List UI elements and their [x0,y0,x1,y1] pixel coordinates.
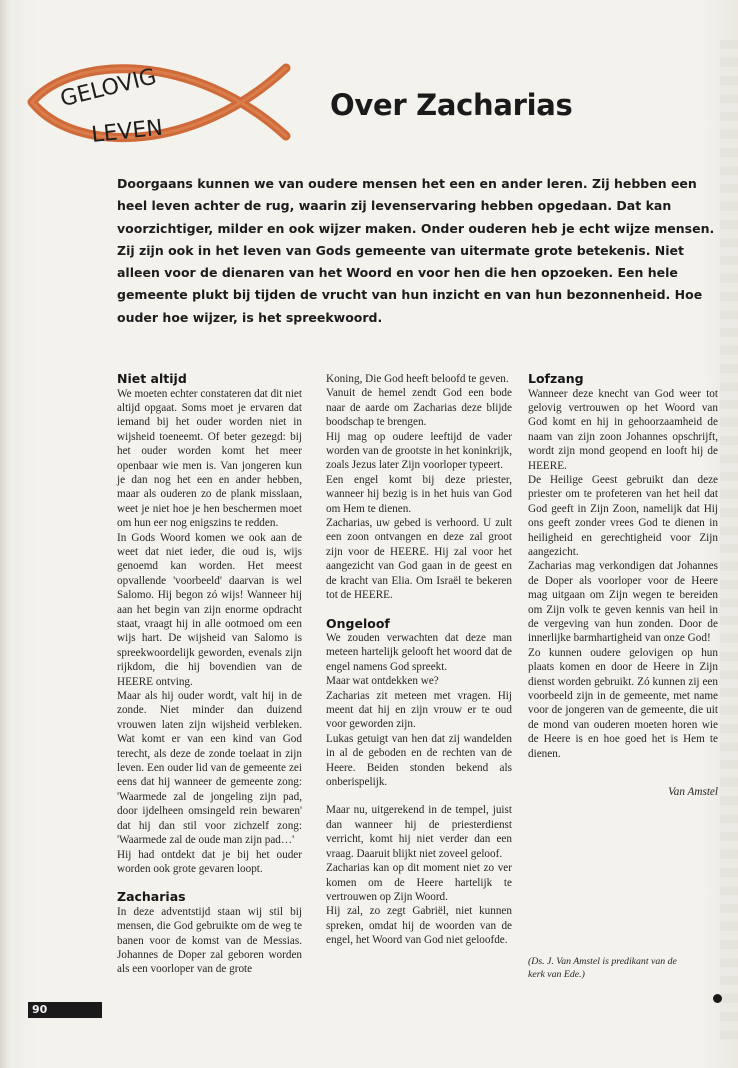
paragraph: Zacharias zit meteen met vragen. Hij meent dat hij en zijn vrouw er te oud voor geworden zijn. [326,689,512,731]
intro-paragraph: Doorgaans kunnen we van oudere mensen het een en ander leren. Zij hebben een heel leven achter de rug, waarin zij levenservaring hebben opgedaan. Dat kan voorzichtiger, milder en ook wijzer maken. Onder ouderen heb je echt wijze mensen. Zij zijn ook in het leven van Gods gemeente van uitermate grote betekenis. Niet alleen voor de dienaren van het Woord en voor hen die hen opzoeken. Een hele gemeente plukt bij tijden de vrucht van hun inzicht en van hun bezonnenheid. Hoe ouder hoe wijzer, is het spreekwoord. [117,176,715,325]
section-heading: Niet altijd [117,371,187,386]
section-heading: Zacharias [117,889,186,905]
paragraph: Vanuit de hemel zendt God een bode naar de aarde om Zacharias deze blijde boodschap te brengen. [326,387,512,429]
paragraph: Wanneer deze knecht van God weer tot gelovig vertrouwen op het Woord van God komt en hij in gehoorzaamheid de naam van zijn zoon Johannes opschrijft, wordt zijn mond geopend en looft hij de HEERE. [528,387,718,472]
column-1 [117,372,302,977]
author-signature: Van Amstel [668,786,718,799]
paragraph: Hij mag op oudere leeftijd de vader worden van de grootste in het koninkrijk, zoals Jezus later Zijn voorloper typeert. [326,430,512,472]
end-bullet-icon [713,994,722,1003]
paragraph: Maar nu, uitgerekend in de tempel, juist dan wanneer hij de priesterdienst verricht, komt hij niet verder dan een vraag. Daaruit blijkt niet zoveel geloof. [326,804,512,860]
paragraph: Koning, Die God heeft beloofd te geven. [326,373,509,385]
author-note: (Ds. J. Van Amstel is predikant van de kerk van Ede.) [528,956,677,981]
logo-line-2: LEVEN [90,115,165,148]
section-heading: Lofzang [528,371,584,386]
logo-line-1: GELOVIG [57,64,160,113]
article-title: Over Zacharias [330,88,573,122]
paragraph: Hij zal, zo zegt Gabriël, niet kunnen spreken, omdat hij de woorden van de engel, het Woord van God niet geloofde. [326,905,512,947]
paragraph: We zouden verwachten dat deze man meteen hartelijk gelooft het woord dat de engel namens God spreekt. [326,632,512,673]
paragraph: Maar wat ontdekken we? [326,675,439,688]
paragraph: Zacharias kan op dit moment niet zo ver komen om de Heere hartelijk te vertrouwen op Zijn Woord. [326,862,512,903]
paragraph: Hij had ontdekt dat je bij het ouder worden ook grote gevaren loopt. [117,848,302,875]
paragraph: In Gods Woord komen we ook aan de weet dat niet ieder, die oud is, wijs genoemd kan worden. Het meest opvallende 'voorbeeld' daarvan is wel Salomo. Hij begon zó wijs! Wanneer hij aan het begin van zijn enorme opdracht staat, vraagt hij in alle ootmoed om een wijs hart. De wijsheid van Salomo is spreekwoordelijk geworden, evenals zijn rijkdom, die hij bovendien van de HEERE ontving. [117,531,302,688]
paragraph: Maar als hij ouder wordt, valt hij in de zonde. Niet minder dan duizend vrouwen laten zijn wijsheid verbleken. Wat komt er van een kind van God terecht, als deze de zonde toelaat in zijn leven. Een ouder lid van de gemeente zei eens dat hij wanneer de gemeente zong: 'Waarmede zal de jongeling zijn pad, door ijdelheen omsingeld rein bewaren' dat hij dan stil voor zichzelf zong: 'Waarmede zal de oude man zijn pad…' [117,690,302,847]
paragraph: Zo kunnen oudere gelovigen op hun plaats komen en door de Heere in Zijn dienst worden gebruikt. Zó kunnen zij een voorbeeld zijn in de gemeente, met name voor de jongeren van de gemeente, die uit de mond van ouderen moeten horen wie de Heere is en hoe goed het is Hem te dienen. [528,646,718,760]
paragraph: We moeten echter constateren dat dit niet altijd opgaat. Soms moet je ervaren dat iemand bij het ouder worden niet in wijsheid toeneemt. Of beter gezegd: bij het ouder worden komt het meer openbaar wie men is. Van jongeren kun je dan nog het een en ander hebben, maar als ouderen zo de plank misslaan, weet je niet hoe je hen beschermen moet om hun eer nog enigszins te redden. [117,387,302,530]
paragraph: De Heilige Geest gebruikt dan deze priester om te profeteren van het heil dat God geeft in Zijn Zoon, namelijk dat Hij ons geeft zonder vrees God te dienen in heiligheid en gerechtigheid voor Zijn aangezicht. [528,473,718,558]
column-2 [326,372,512,948]
page-edge-bleed [720,40,738,1040]
paragraph: In deze adventstijd staan wij stil bij mensen, die God gebruikte om de weg te banen voor de komst van de Messias. Johannes de Doper zal geboren worden als een voorloper van de grote [117,905,302,976]
paragraph: Zacharias, uw gebed is verhoord. U zult een zoon ontvangen en deze zal groot zijn voor de HEERE. Hij zal voor het aangezicht van God gaan in de geest en de kracht van Elia. Om Israël te bekeren tot de HEERE. [326,517,512,602]
paragraph: Een engel komt bij deze priester, wanneer hij bezig is in het huis van God om Hem te dienen. [326,473,512,515]
page-number: 90 [28,1002,102,1018]
paragraph: Zacharias mag verkondigen dat Johannes de Doper als voorloper voor de Heere mag uitgaan om Zijn wegen te bereiden om Zijn volk te geven kennis van heil in de vergeving van hun zonden. Door de innerlijke barmhartigheid van onze God! [528,560,718,645]
section-heading: Ongeloof [326,615,390,631]
gelovig-leven-fish-logo [24,44,314,164]
column-3 [528,372,718,981]
paragraph: Lukas getuigt van hen dat zij wandelden in al de geboden en de rechten van de Heere. Beiden stonden bekend als onberispelijk. [326,732,512,789]
